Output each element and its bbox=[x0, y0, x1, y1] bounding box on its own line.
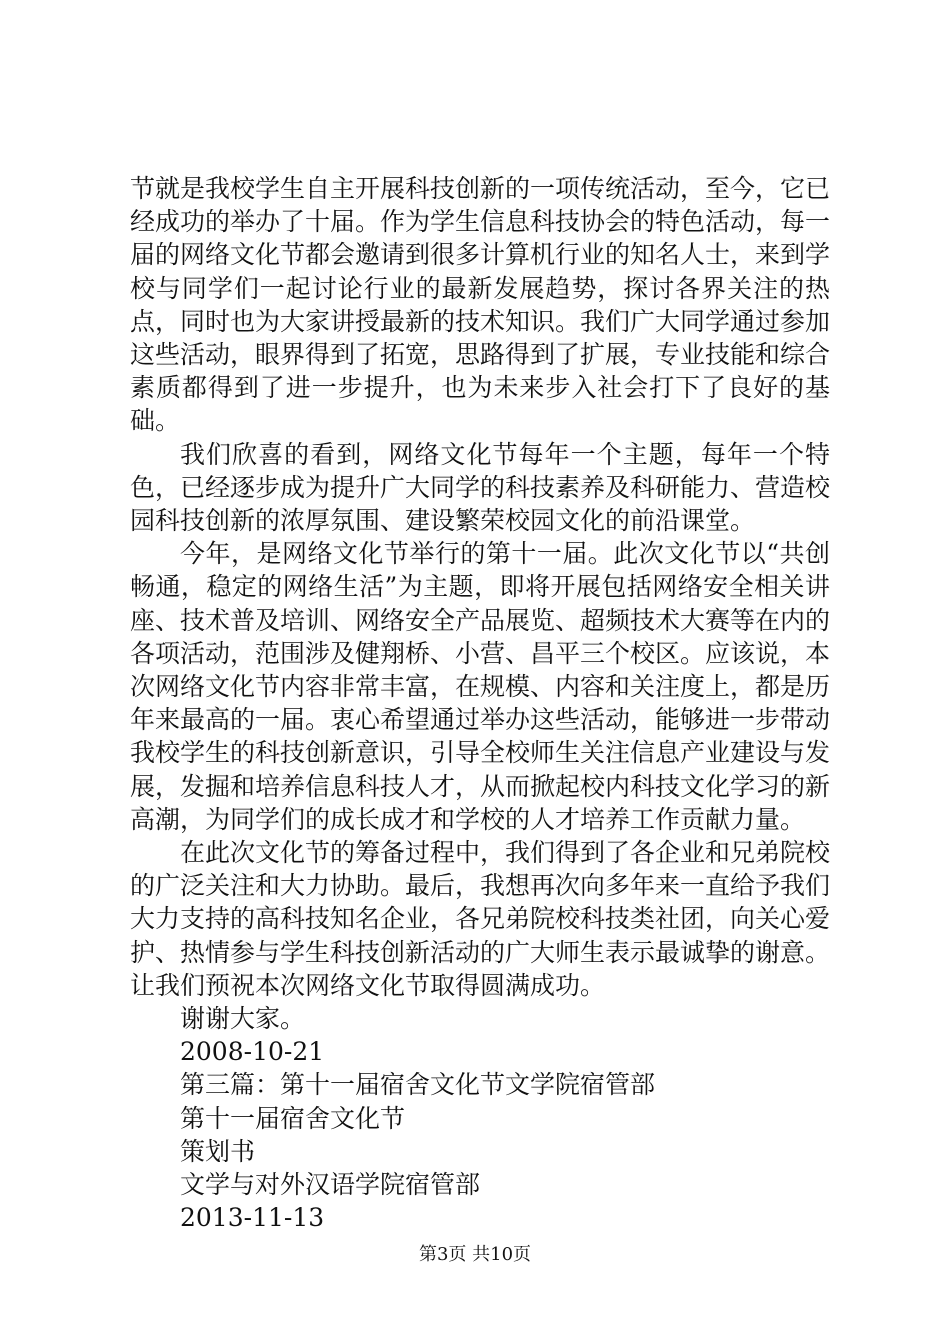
paragraph-3: 今年，是网络文化节举行的第十一届。此次文化节以“共创畅通，稳定的网络生活”为主题，即将开展包括网络安全相关讲座、技术普及培训、网络安全产品展览、超频技术大赛等在内的各项活动，范围涉及健翔桥、小营、昌平三个校区。应该说，本次网络文化节内容非常丰富，在规模、内容和关注度上，都是历年来最高的一届。衷心希望通过举办这些活动，能够进一步带动我校学生的科技创新意识，引导全校师生关注信息产业建设与发展，发掘和培养信息科技人才，从而掀起校内科技文化学习的新高潮，为同学们的成长成才和学校的人才培养工作贡献力量。 bbox=[130, 539, 831, 834]
date-line-1: 2008-10-21 bbox=[180, 1037, 325, 1067]
doc-type: 策划书 bbox=[180, 1136, 256, 1166]
paragraph-2: 我们欣喜的看到，网络文化节每年一个主题，每年一个特色，已经逐步成为提升广大同学的科技素养及科研能力、营造校园科技创新的浓厚氛围、建设繁荣校园文化的前沿课堂。 bbox=[130, 439, 831, 536]
date-line-2: 2013-11-13 bbox=[180, 1203, 325, 1233]
thanks-line: 谢谢大家。 bbox=[180, 1004, 306, 1034]
document-body bbox=[130, 172, 830, 1235]
paragraph-4: 在此次文化节的筹备过程中，我们得到了各企业和兄弟院校的广泛关注和大力协助。最后，我想再次向多年来一直给予我们大力支持的高科技知名企业，各兄弟院校科技类社团，向关心爱护、热情参与学生科技创新活动的广大师生表示最诚挚的谢意。让我们预祝本次网络文化节取得圆满成功。 bbox=[130, 838, 831, 1000]
event-name: 第十一届宿舍文化节 bbox=[180, 1103, 406, 1133]
department-name: 文学与对外汉语学院宿管部 bbox=[180, 1170, 481, 1200]
chapter-title: 第三篇：第十一届宿舍文化节文学院宿管部 bbox=[180, 1070, 656, 1100]
page-footer: 第3页 共10页 bbox=[418, 1244, 532, 1265]
paragraph-1: 节就是我校学生自主开展科技创新的一项传统活动，至今，它已经成功的举办了十届。作为学生信息科技协会的特色活动，每一届的网络文化节都会邀请到很多计算机行业的知名人士，来到学校与同学们一起讨论行业的最新发展趋势，探讨各界关注的热点，同时也为大家讲授最新的技术知识。我们广大同学通过参加这些活动，眼界得到了拓宽，思路得到了扩展，专业技能和综合素质都得到了进一步提升，也为未来步入社会打下了良好的基础。 bbox=[130, 174, 831, 436]
